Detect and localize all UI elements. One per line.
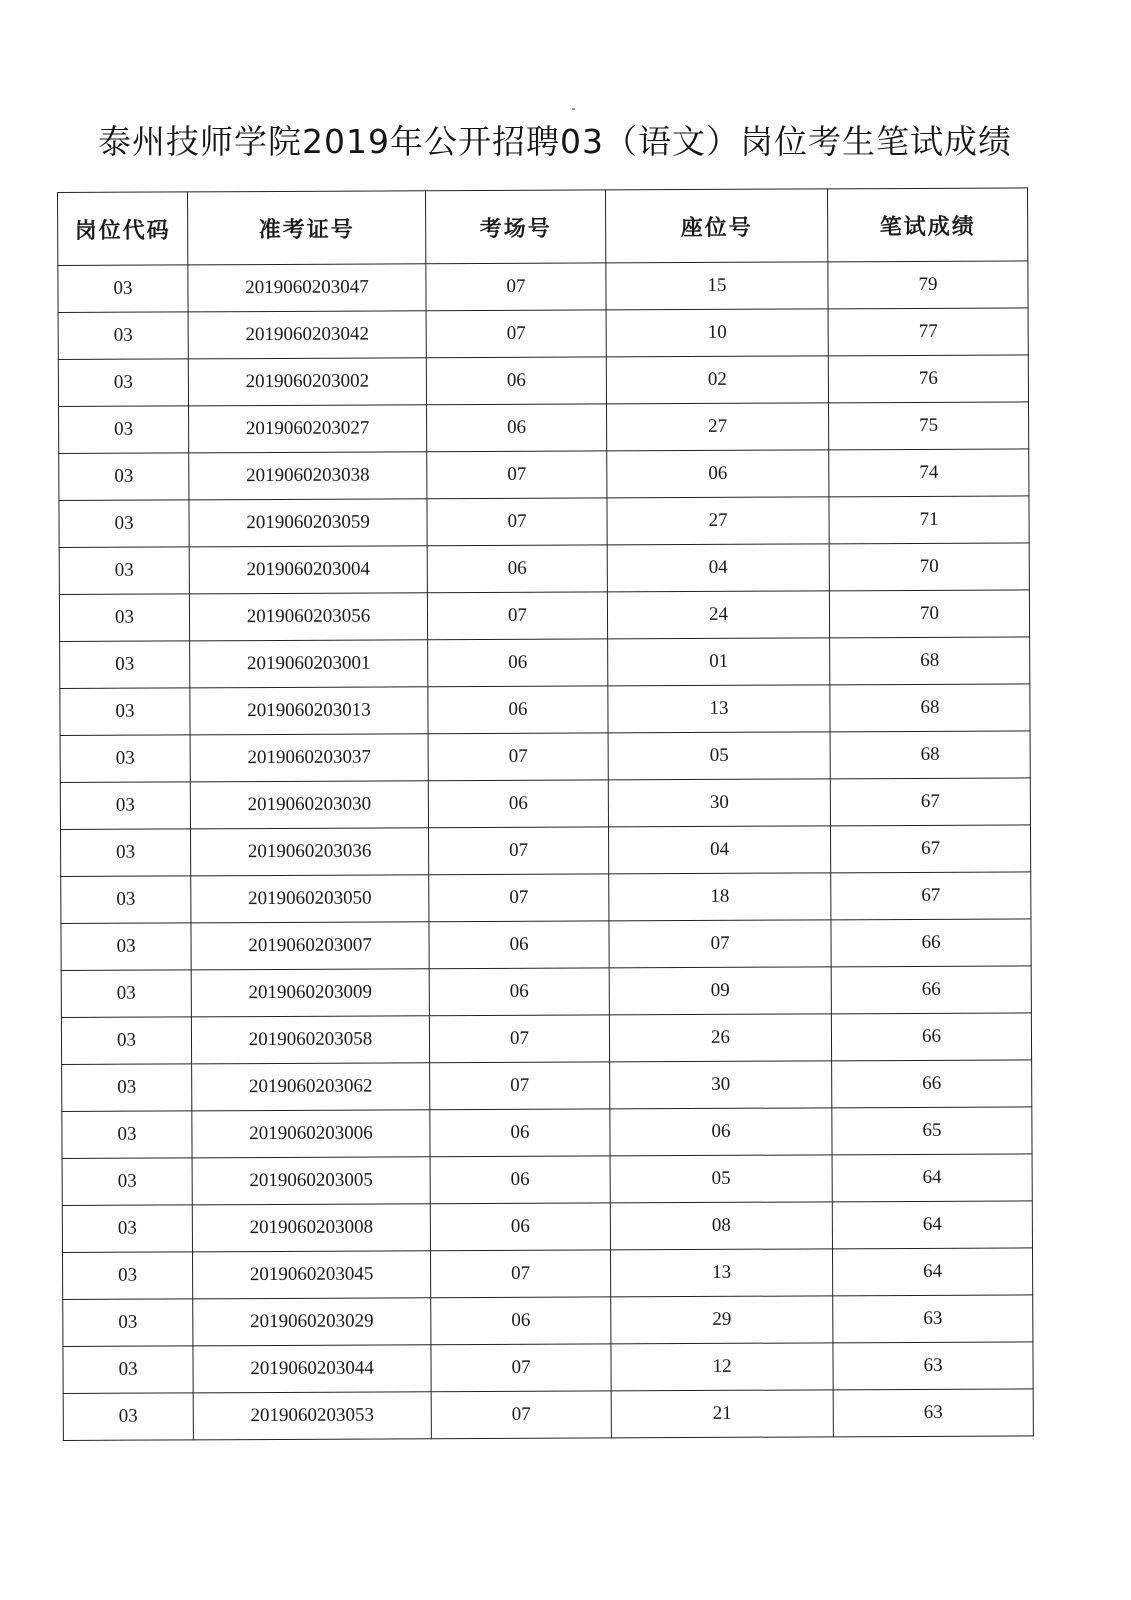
cell-position-code: 03 [63,1393,193,1441]
cell-ticket-number: 2019060203038 [189,452,427,500]
cell-seat-number: 29 [611,1296,833,1344]
table-row [60,778,1030,830]
cell-exam-room: 07 [431,1391,611,1439]
cell-ticket-number: 2019060203037 [190,734,428,782]
cell-written-score: 67 [831,872,1031,920]
cell-exam-room: 06 [428,686,608,734]
cell-seat-number: 05 [610,1155,832,1203]
cell-exam-room: 06 [429,968,609,1016]
cell-position-code: 03 [61,876,191,924]
cell-ticket-number: 2019060203008 [192,1204,430,1252]
table-row [63,1342,1033,1394]
cell-seat-number: 07 [609,920,831,968]
cell-position-code: 03 [58,312,188,360]
table-row [61,966,1031,1018]
cell-exam-room: 06 [429,921,609,969]
table-header-row [58,188,1028,266]
document-title: 泰州技师学院2019年公开招聘03（语文）岗位考生笔试成绩 [98,122,1012,161]
cell-written-score: 68 [830,731,1030,779]
cell-seat-number: 02 [606,356,828,404]
cell-ticket-number: 2019060203036 [191,828,429,876]
cell-position-code: 03 [60,782,190,830]
cell-ticket-number: 2019060203002 [188,358,426,406]
cell-written-score: 64 [832,1248,1032,1296]
table-row [63,1389,1033,1441]
cell-position-code: 03 [59,594,189,642]
header-written-score: 笔试成绩 [827,188,1027,262]
table-row [60,684,1030,736]
cell-position-code: 03 [60,641,190,689]
cell-ticket-number: 2019060203047 [188,264,426,312]
cell-ticket-number: 2019060203056 [189,593,427,641]
table-row [63,1295,1033,1347]
cell-exam-room: 06 [430,1203,610,1251]
cell-ticket-number: 2019060203050 [191,875,429,923]
cell-seat-number: 06 [610,1108,832,1156]
cell-ticket-number: 2019060203059 [189,499,427,547]
cell-seat-number: 08 [610,1202,832,1250]
cell-ticket-number: 2019060203042 [188,311,426,359]
cell-ticket-number: 2019060203045 [192,1251,430,1299]
cell-seat-number: 13 [610,1249,832,1297]
table-row [61,872,1031,924]
cell-seat-number: 04 [607,544,829,592]
cell-position-code: 03 [62,1064,192,1112]
cell-position-code: 03 [58,265,188,313]
table-row [62,1248,1032,1300]
cell-seat-number: 27 [607,497,829,545]
cell-position-code: 03 [63,1346,193,1394]
cell-written-score: 64 [832,1154,1032,1202]
cell-seat-number: 26 [609,1014,831,1062]
cell-exam-room: 07 [429,827,609,875]
table-row [61,919,1031,971]
cell-exam-room: 06 [431,1297,611,1345]
cell-written-score: 66 [831,919,1031,967]
cell-position-code: 03 [60,735,190,783]
cell-written-score: 63 [833,1295,1033,1343]
cell-position-code: 03 [59,453,189,501]
cell-position-code: 03 [59,547,189,595]
cell-written-score: 75 [829,402,1029,450]
cell-written-score: 77 [828,308,1028,356]
cell-position-code: 03 [63,1299,193,1347]
cell-exam-room: 07 [426,310,606,358]
table-row [62,1107,1032,1159]
cell-seat-number: 21 [611,1390,833,1438]
cell-exam-room: 06 [427,404,607,452]
cell-exam-room: 07 [431,1344,611,1392]
table-row [61,1013,1031,1065]
table-row [59,402,1029,454]
cell-written-score: 66 [832,1060,1032,1108]
cell-position-code: 03 [61,829,191,877]
cell-ticket-number: 2019060203030 [190,781,428,829]
cell-exam-room: 06 [427,545,607,593]
cell-written-score: 66 [831,1013,1031,1061]
cell-ticket-number: 2019060203001 [190,640,428,688]
cell-written-score: 70 [829,590,1029,638]
table-row [59,496,1029,548]
cell-ticket-number: 2019060203009 [191,969,429,1017]
cell-seat-number: 30 [610,1061,832,1109]
cell-exam-room: 07 [429,1015,609,1063]
cell-seat-number: 12 [611,1343,833,1391]
cell-written-score: 79 [828,261,1028,309]
cell-seat-number: 15 [606,262,828,310]
cell-written-score: 68 [830,637,1030,685]
cell-position-code: 03 [61,1017,191,1065]
table-row [58,355,1028,407]
table-row [62,1060,1032,1112]
table-row [60,637,1030,689]
score-table [57,187,1034,1441]
header-seat-number: 座位号 [605,189,827,263]
cell-written-score: 68 [830,684,1030,732]
cell-position-code: 03 [61,970,191,1018]
cell-written-score: 64 [832,1201,1032,1249]
cell-exam-room: 06 [430,1109,610,1157]
cell-ticket-number: 2019060203053 [193,1392,431,1440]
header-position-code: 岗位代码 [58,192,188,266]
cell-seat-number: 04 [608,826,830,874]
cell-exam-room: 06 [428,780,608,828]
cell-position-code: 03 [62,1205,192,1253]
cell-exam-room: 07 [430,1062,610,1110]
cell-seat-number: 18 [609,873,831,921]
cell-exam-room: 07 [430,1250,610,1298]
cell-exam-room: 06 [430,1156,610,1204]
cell-exam-room: 07 [428,733,608,781]
cell-exam-room: 07 [426,263,606,311]
cell-exam-room: 07 [427,592,607,640]
cell-exam-room: 07 [429,874,609,922]
header-exam-room: 考场号 [425,190,605,264]
cell-position-code: 03 [62,1158,192,1206]
cell-ticket-number: 2019060203007 [191,922,429,970]
cell-seat-number: 24 [607,591,829,639]
table-row [58,261,1028,313]
cell-written-score: 74 [829,449,1029,497]
table-body [58,261,1034,1441]
cell-position-code: 03 [58,359,188,407]
cell-written-score: 67 [830,778,1030,826]
cell-ticket-number: 2019060203029 [193,1298,431,1346]
table-row [59,449,1029,501]
cell-position-code: 03 [62,1252,192,1300]
score-table-wrapper [57,187,1034,1441]
cell-exam-room: 07 [427,498,607,546]
cell-exam-room: 07 [427,451,607,499]
cell-exam-room: 06 [428,639,608,687]
cell-ticket-number: 2019060203004 [189,546,427,594]
cell-written-score: 65 [832,1107,1032,1155]
table-row [62,1201,1032,1253]
cell-seat-number: 13 [608,685,830,733]
table-row [60,731,1030,783]
table-row [59,590,1029,642]
cell-written-score: 70 [829,543,1029,591]
cell-exam-room: 06 [426,357,606,405]
cell-seat-number: 10 [606,309,828,357]
header-ticket-number: 准考证号 [188,191,426,265]
cell-position-code: 03 [59,406,189,454]
cell-ticket-number: 2019060203062 [192,1063,430,1111]
cell-written-score: 67 [830,825,1030,873]
cell-seat-number: 01 [608,638,830,686]
cell-ticket-number: 2019060203005 [192,1157,430,1205]
cell-position-code: 03 [60,688,190,736]
cell-position-code: 03 [62,1111,192,1159]
cell-seat-number: 05 [608,732,830,780]
scan-speck [572,108,575,110]
cell-written-score: 71 [829,496,1029,544]
cell-written-score: 76 [828,355,1028,403]
cell-written-score: 63 [833,1389,1033,1437]
cell-ticket-number: 2019060203006 [192,1110,430,1158]
cell-position-code: 03 [61,923,191,971]
cell-ticket-number: 2019060203013 [190,687,428,735]
table-row [59,543,1029,595]
table-row [62,1154,1032,1206]
cell-seat-number: 06 [607,450,829,498]
cell-position-code: 03 [59,500,189,548]
table-row [61,825,1031,877]
cell-ticket-number: 2019060203044 [193,1345,431,1393]
cell-seat-number: 09 [609,967,831,1015]
cell-seat-number: 27 [607,403,829,451]
cell-ticket-number: 2019060203027 [189,405,427,453]
table-row [58,308,1028,360]
cell-written-score: 63 [833,1342,1033,1390]
cell-written-score: 66 [831,966,1031,1014]
cell-seat-number: 30 [608,779,830,827]
cell-ticket-number: 2019060203058 [191,1016,429,1064]
